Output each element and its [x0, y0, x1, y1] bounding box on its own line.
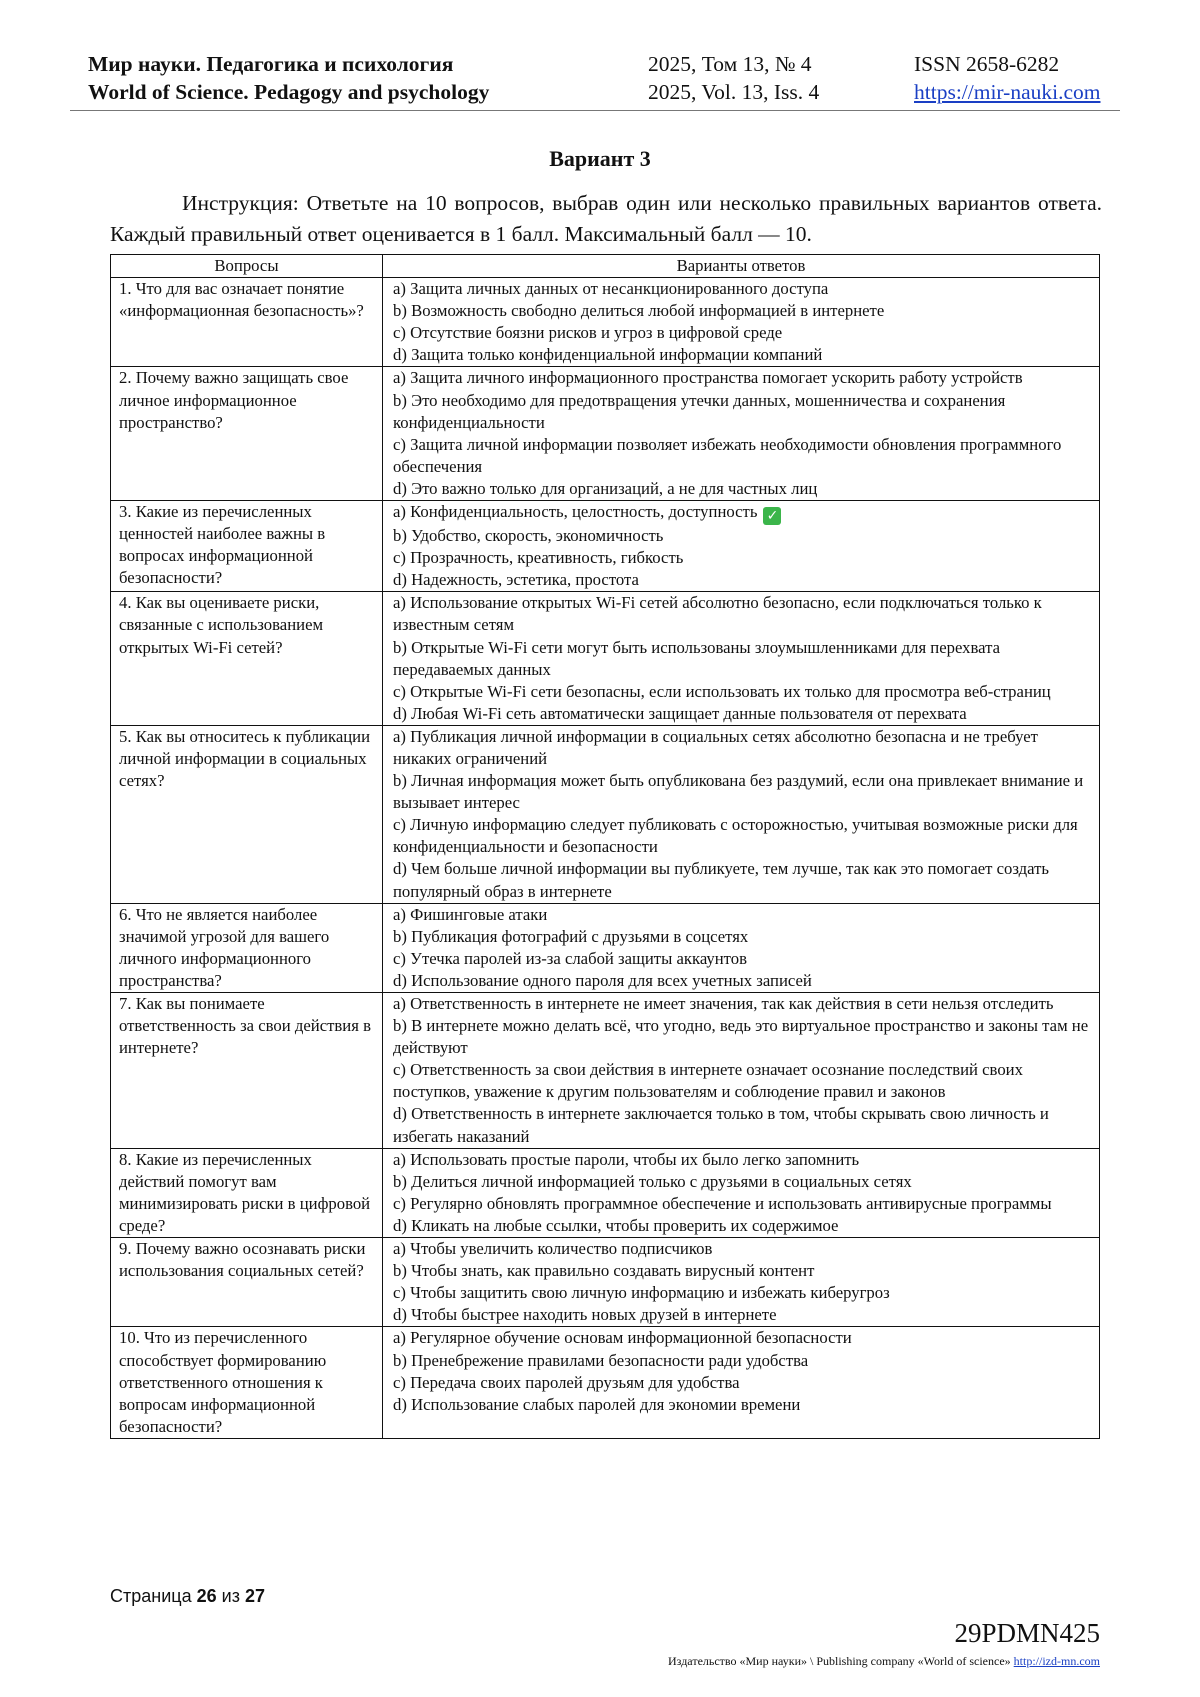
- header-divider: [70, 110, 1120, 111]
- answer-option: d) Чтобы быстрее находить новых друзей в интернете: [393, 1305, 777, 1325]
- answer-options: [383, 592, 1100, 726]
- answer-option: b) Возможность свободно делиться любой информацией в интернете: [393, 301, 885, 321]
- answer-option: a) Защита личных данных от несанкционированного доступа: [393, 279, 829, 299]
- answer-options: [383, 725, 1100, 903]
- publisher-text: Издательство «Мир науки» \ Publishing company «World of science»: [668, 1654, 1011, 1668]
- answer-option: d) Любая Wi-Fi сеть автоматически защищает данные пользователя от перехвата: [393, 703, 967, 723]
- question-text: 7. Как вы понимаете ответственность за свои действия в интернете?: [111, 993, 383, 1149]
- table-row: [111, 278, 1100, 367]
- answer-options: [383, 1148, 1100, 1237]
- answer-options: [383, 1238, 1100, 1327]
- answer-option: d) Ответственность в интернете заключается только в том, чтобы скрывать свою личность и избегать наказаний: [393, 1104, 1049, 1146]
- answer-option: b) Делиться личной информацией только с друзьями в социальных сетях: [393, 1171, 912, 1191]
- table-row: [111, 1238, 1100, 1327]
- table-row: [111, 1327, 1100, 1438]
- answer-option: b) Чтобы знать, как правильно создавать вирусный контент: [393, 1261, 815, 1281]
- answer-option: a) Защита личного информационного пространства помогает ускорить работу устройств: [393, 368, 1023, 388]
- answer-option: d) Чем больше личной информации вы публикуете, тем лучше, так как это помогает создать популярный образ в интернете: [393, 859, 1050, 901]
- question-text: 8. Какие из перечисленных действий помогут вам минимизировать риски в цифровой среде?: [111, 1148, 383, 1237]
- journal-url-link[interactable]: https://mir-nauki.com: [914, 80, 1101, 104]
- page-current: 26: [196, 1586, 217, 1606]
- question-text: 6. Что не является наиболее значимой угрозой для вашего личного информационного пространства?: [111, 903, 383, 992]
- question-text: 9. Почему важно осознавать риски использования социальных сетей?: [111, 1238, 383, 1327]
- answer-option: b) Публикация фотографий с друзьями в соцсетях: [393, 926, 749, 946]
- table-row: [111, 592, 1100, 726]
- answers-column-header: Варианты ответов: [383, 255, 1100, 278]
- answer-option: c) Ответственность за свои действия в интернете означает осознание последствий своих поступков, уважение к другим пользователям и соблюдение правил и законов: [393, 1060, 1023, 1102]
- answer-option: a) Использование открытых Wi-Fi сетей абсолютно безопасно, если подключаться только к известным сетям: [393, 593, 1042, 635]
- table-header-row: [111, 255, 1100, 278]
- page-of: из: [221, 1586, 240, 1606]
- answer-option: a) Чтобы увеличить количество подписчиков: [393, 1239, 713, 1259]
- answer-option: c) Утечка паролей из-за слабой защиты аккаунтов: [393, 948, 747, 968]
- answer-option: d) Надежность, эстетика, простота: [393, 570, 639, 590]
- answer-option: b) Пренебрежение правилами безопасности ради удобства: [393, 1350, 809, 1370]
- answer-options: [383, 501, 1100, 592]
- answer-option: d) Использование слабых паролей для экономии времени: [393, 1394, 801, 1414]
- answer-option: c) Личную информацию следует публиковать с осторожностью, учитывая возможные риски для конфиденциальности и безопасности: [393, 815, 1078, 857]
- answer-options: [383, 367, 1100, 501]
- answer-options: [383, 903, 1100, 992]
- issue-en: 2025, Vol. 13, Iss. 4: [648, 80, 820, 104]
- answer-option: d) Кликать на любые ссылки, чтобы проверить их содержимое: [393, 1215, 839, 1235]
- answer-option: a) Регулярное обучение основам информационной безопасности: [393, 1328, 852, 1348]
- answer-option: a) Публикация личной информации в социальных сетях абсолютно безопасна и не требует никаких ограничений: [393, 726, 1038, 768]
- table-row: [111, 367, 1100, 501]
- question-text: 5. Как вы относитесь к публикации личной информации в социальных сетях?: [111, 725, 383, 903]
- question-text: 1. Что для вас означает понятие «информационная безопасность»?: [111, 278, 383, 367]
- question-text: 4. Как вы оцениваете риски, связанные с использованием открытых Wi-Fi сетей?: [111, 592, 383, 726]
- answer-option: d) Защита только конфиденциальной информации компаний: [393, 345, 823, 365]
- answer-option: c) Защита личной информации позволяет избежать необходимости обновления программного обеспечения: [393, 434, 1062, 476]
- issue-ru: 2025, Том 13, № 4: [648, 52, 812, 76]
- answer-option: c) Чтобы защитить свою личную информацию и избежать киберугроз: [393, 1283, 890, 1303]
- journal-title-en: World of Science. Pedagogy and psychology: [88, 80, 490, 104]
- journal-title-ru: Мир науки. Педагогика и психология: [88, 52, 454, 76]
- answer-option: c) Прозрачность, креативность, гибкость: [393, 548, 684, 568]
- question-text: 3. Какие из перечисленных ценностей наиболее важны в вопросах информационной безопасности?: [111, 501, 383, 592]
- variant-title: Вариант 3: [549, 146, 651, 171]
- answer-option: d) Использование одного пароля для всех учетных записей: [393, 970, 812, 990]
- table-row: [111, 725, 1100, 903]
- quiz-table: [110, 254, 1100, 1439]
- answer-option: a) Ответственность в интернете не имеет значения, так как действия в сети нельзя отследить: [393, 994, 1054, 1013]
- answer-option: c) Регулярно обновлять программное обеспечение и использовать антивирусные программы: [393, 1193, 1052, 1213]
- answer-option: b) Открытые Wi-Fi сети могут быть использованы злоумышленниками для перехвата передаваемых данных: [393, 637, 1001, 679]
- answer-option: a) Конфиденциальность, целостность, доступность: [393, 502, 758, 522]
- table-row: [111, 501, 1100, 592]
- answer-option: c) Открытые Wi-Fi сети безопасны, если использовать их только для просмотра веб-страниц: [393, 681, 1051, 701]
- journal-header: [88, 50, 1118, 106]
- instruction-text: Инструкция: Ответьте на 10 вопросов, выбрав один или несколько правильных вариантов ответа. Каждый правильный ответ оценивается в 1 балл. Максимальный балл — 10.: [110, 191, 1102, 246]
- questions-column-header: Вопросы: [111, 255, 383, 278]
- table-row: [111, 1148, 1100, 1237]
- publisher-line: [668, 1654, 1100, 1669]
- question-text: 10. Что из перечисленного способствует формированию ответственного отношения к вопросам информационной безопасности?: [111, 1327, 383, 1438]
- answer-option: b) Это необходимо для предотвращения утечки данных, мошенничества и сохранения конфиденциальности: [393, 390, 1006, 432]
- answer-option: a) Фишинговые атаки: [393, 904, 548, 924]
- answer-option: b) В интернете можно делать всё, что угодно, ведь это виртуальное пространство и законы там не действуют: [393, 1016, 1089, 1058]
- question-text: 2. Почему важно защищать свое личное информационное пространство?: [111, 367, 383, 501]
- answer-option: d) Это важно только для организаций, а не для частных лиц: [393, 478, 818, 498]
- answer-option: b) Личная информация может быть опубликована без раздумий, если она привлекает внимание и вызывает интерес: [393, 771, 1084, 813]
- answer-option-with-check: [393, 501, 1091, 525]
- answer-options: [383, 1327, 1100, 1438]
- issn: ISSN 2658-6282: [914, 52, 1060, 76]
- table-row: [111, 993, 1100, 1149]
- table-row: [111, 903, 1100, 992]
- check-mark-icon: ✓: [763, 507, 781, 525]
- answer-options: [383, 278, 1100, 367]
- page-total: 27: [244, 1586, 266, 1606]
- answer-option: b) Удобство, скорость, экономичность: [393, 526, 664, 546]
- answer-options: [383, 993, 1100, 1149]
- answer-option: c) Передача своих паролей друзьям для удобства: [393, 1372, 740, 1392]
- answer-option: a) Использовать простые пароли, чтобы их было легко запомнить: [393, 1149, 860, 1169]
- publisher-link[interactable]: http://izd-mn.com: [1013, 1654, 1100, 1668]
- answer-option: c) Отсутствие боязни рисков и угроз в цифровой среде: [393, 323, 783, 343]
- page-prefix: Страница: [110, 1586, 192, 1606]
- page-number: [110, 1586, 265, 1607]
- article-code: 29PDMN425: [954, 1618, 1100, 1648]
